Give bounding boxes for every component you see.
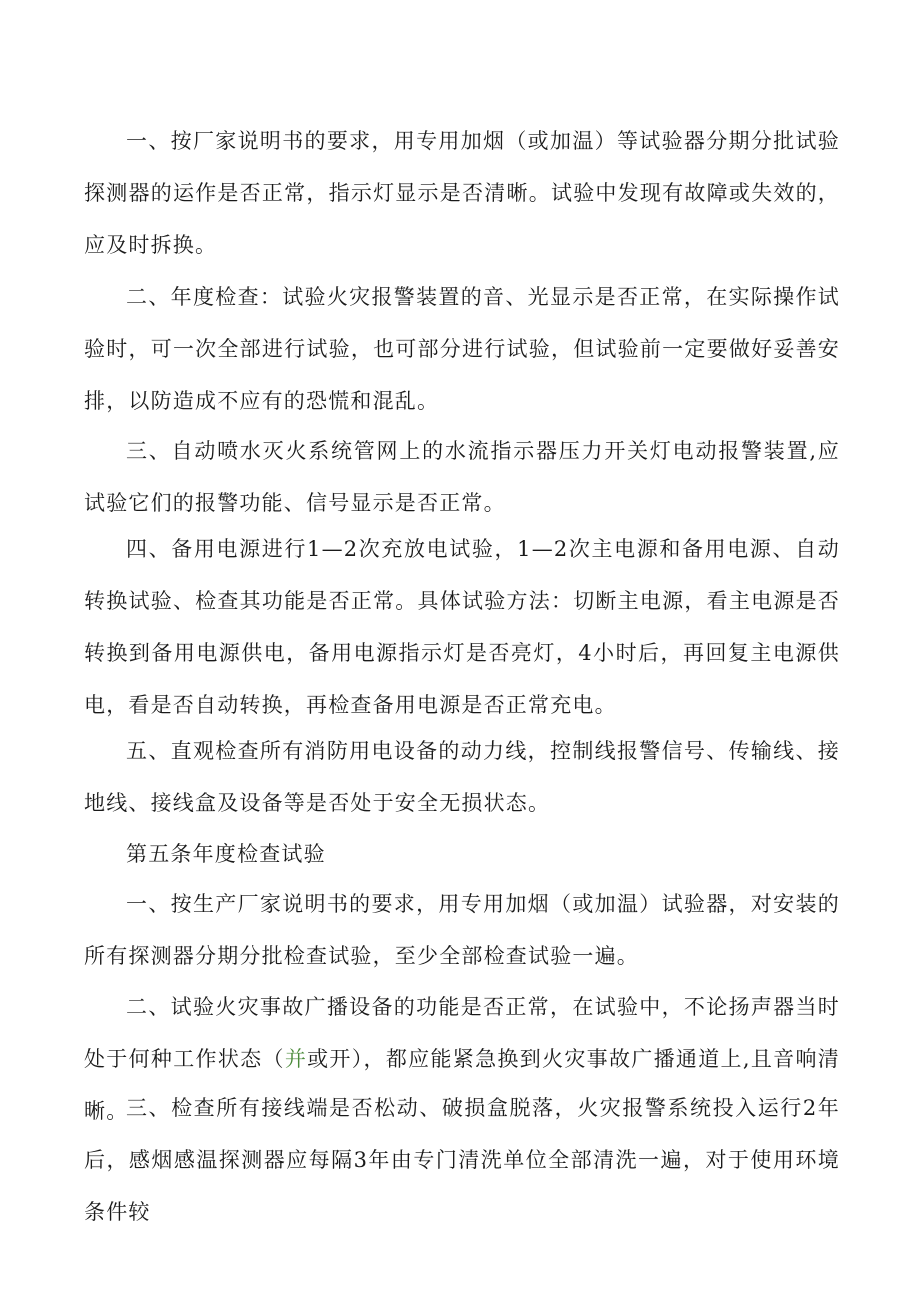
paragraph-2: 二、年度检查：试验火灾报警装置的音、光显示是否正常，在实际操作试验时，可一次全部进行试验，也可部分进行试验，但试验前一定要做好妥善安排，以防造成不应有的恐慌和混乱。 — [84, 285, 840, 413]
paragraph-8-text-a: 二、试验火灾事故广播设备的功能是否正常，在试验中，不论扬声器当时处于何种工作状态（ — [84, 995, 840, 1071]
paragraph-9: 三、检查所有接线端是否松动、破损盒脱落，火灾报警系统投入运行2年后，感烟感温探测器应每隔3年由专门清洗单位全部清洗一遍，对于使用环境条件较 — [84, 1096, 840, 1224]
paragraph-8-highlight: 并 — [284, 1047, 308, 1071]
paragraph-4: 四、备用电源进行1—2次充放电试验，1—2次主电源和备用电源、自动转换试验、检查其功能是否正常。具体试验方法：切断主电源，看主电源是否转换到备用电源供电，备用电源指示灯是否亮灯，4小时后，再回复主电源供电，看是否自动转换，再检查备用电源是否正常充电。 — [84, 537, 840, 717]
paragraph-8-text-b: 或开），都应能紧急换到火灾事故广播通道上,且音响清晰。 — [84, 1047, 840, 1123]
paragraph-1: 一、按厂家说明书的要求，用专用加烟（或加温）等试验器分期分批试验探测器的运作是否正常，指示灯显示是否清晰。试验中发现有故障或失效的，应及时拆换。 — [84, 129, 840, 257]
paragraph-3: 三、自动喷水灭火系统管网上的水流指示器压力开关灯电动报警装置,应试验它们的报警功能、信号显示是否正常。 — [84, 439, 840, 515]
paragraph-5: 五、直观检查所有消防用电设备的动力线，控制线报警信号、传输线、接地线、接线盒及设备等是否处于安全无损状态。 — [84, 739, 840, 815]
section-heading: 第五条年度检查试验 — [126, 842, 326, 866]
paragraph-7: 一、按生产厂家说明书的要求，用专用加烟（或加温）试验器，对安装的所有探测器分期分批检查试验，至少全部检查试验一遍。 — [84, 892, 840, 968]
